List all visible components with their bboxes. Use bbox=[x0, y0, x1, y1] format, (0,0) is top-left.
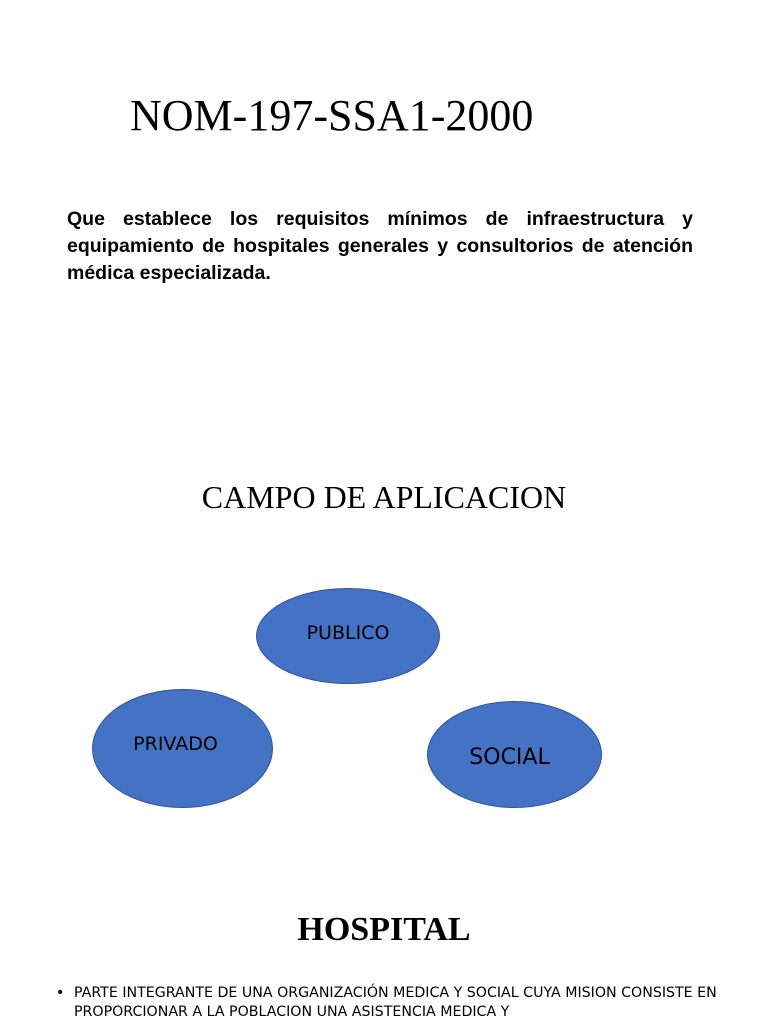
hospital-bullet bbox=[56, 984, 746, 1022]
ellipse-privado-label: PRIVADO bbox=[133, 732, 218, 755]
ellipse-social-label: SOCIAL bbox=[469, 745, 550, 770]
ellipse-publico bbox=[256, 588, 440, 684]
ellipse-privado bbox=[92, 689, 273, 808]
intro-paragraph: Que establece los requisitos mínimos de infraestructura y equipamiento de hospitales generales y consultorios de atención médica especializada. bbox=[67, 208, 693, 284]
page-title: NOM-197-SSA1-2000 bbox=[130, 91, 534, 140]
ellipse-social bbox=[427, 701, 602, 808]
bullet-icon: • bbox=[56, 985, 65, 1001]
hospital-heading: HOSPITAL bbox=[297, 911, 471, 948]
hospital-bullet-text: PARTE INTEGRANTE DE UNA ORGANIZACIÓN MEDICA Y SOCIAL CUYA MISION CONSISTE EN PROPORCIONAR A LA POBLACION UNA ASISTENCIA MEDICA Y bbox=[74, 985, 717, 1020]
campo-heading: CAMPO DE APLICACION bbox=[201, 479, 567, 515]
ellipse-publico-label: PUBLICO bbox=[306, 622, 390, 644]
